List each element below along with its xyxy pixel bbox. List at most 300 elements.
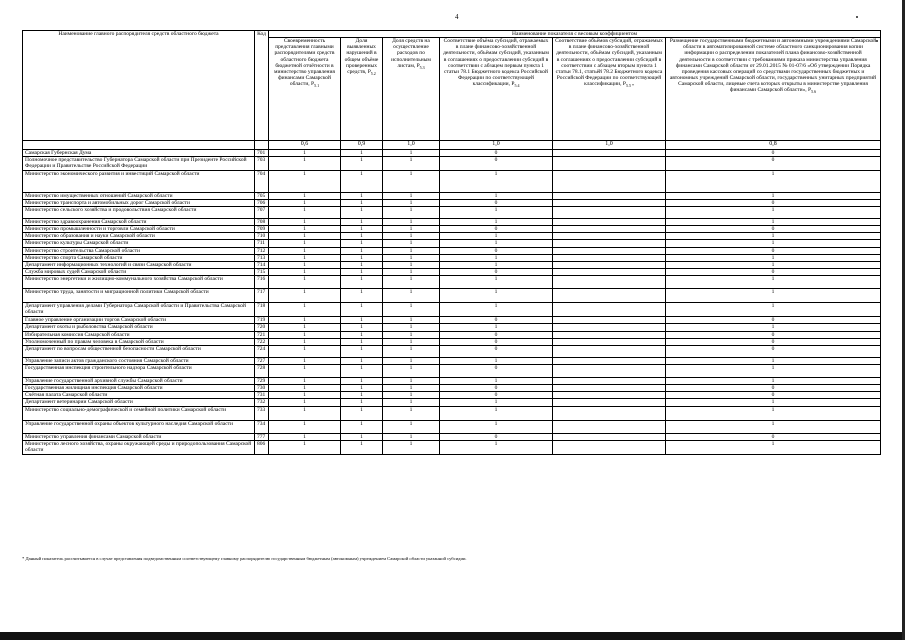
org-code: 714 xyxy=(255,261,269,268)
org-name: Департамент информационных технологий и связи Самарской области xyxy=(23,261,255,268)
org-name: Министерство труда, занятости и миграционной политики Самарской области xyxy=(23,289,255,303)
org-name: Государственная жилищная инспекция Самарской области xyxy=(23,385,255,392)
org-name: Министерство спорта Самарской области xyxy=(23,254,255,261)
indicator-value: 1 xyxy=(341,392,383,399)
indicator-value: 1 xyxy=(341,157,383,170)
indicator-value: 1 xyxy=(269,317,341,324)
table-row xyxy=(23,289,881,303)
indicator-p54-sub: 5.4 xyxy=(514,83,520,89)
indicator-value xyxy=(553,357,666,364)
indicator-p55-sub: 5.5 * xyxy=(625,83,634,89)
indicator-value: 1 xyxy=(383,357,440,364)
org-code: 733 xyxy=(255,406,269,420)
org-name: Счётная палата Самарской области xyxy=(23,392,255,399)
indicator-value: 0 xyxy=(666,269,881,276)
col-header-code: Код xyxy=(255,31,269,141)
indicator-value: 1 xyxy=(341,399,383,406)
indicator-p51-sub: 5.1 xyxy=(314,83,320,89)
indicator-value: 1 xyxy=(341,377,383,384)
indicator-value xyxy=(553,170,666,192)
coef-p51: 0,6 xyxy=(269,141,341,150)
indicator-value: 1 xyxy=(269,218,341,225)
org-name: Министерство имущественных отношений Самарской области xyxy=(23,192,255,199)
table-body xyxy=(23,150,881,455)
table-row xyxy=(23,218,881,225)
indicator-value: 1 xyxy=(269,338,341,345)
indicator-value: 1 xyxy=(341,226,383,233)
indicator-value: 1 xyxy=(666,233,881,240)
indicator-value: 0 xyxy=(440,226,553,233)
indicator-value: 1 xyxy=(269,240,341,247)
org-code: 806 xyxy=(255,440,269,454)
table-row xyxy=(23,364,881,377)
indicator-value: 1 xyxy=(383,385,440,392)
scan-speck xyxy=(856,16,858,18)
indicator-value: 0 xyxy=(440,157,553,170)
org-name: Уполномоченный по правам человека в Самарской области xyxy=(23,338,255,345)
indicator-value: 0 xyxy=(440,433,553,440)
indicator-value: 0 xyxy=(440,317,553,324)
indicator-value: 0 xyxy=(666,385,881,392)
indicator-value: 1 xyxy=(383,433,440,440)
indicator-value xyxy=(553,276,666,289)
indicator-value: 1 xyxy=(269,420,341,433)
table-row xyxy=(23,276,881,289)
indicator-value: 0 xyxy=(666,199,881,206)
indicator-value xyxy=(553,364,666,377)
table-row xyxy=(23,254,881,261)
org-code: 728 xyxy=(255,364,269,377)
org-name: Государственная инспекция строительного надзора Самарской области xyxy=(23,364,255,377)
org-code: 711 xyxy=(255,240,269,247)
org-code: 715 xyxy=(255,269,269,276)
indicator-value: 1 xyxy=(341,364,383,377)
indicator-value: 1 xyxy=(269,364,341,377)
indicator-value: 1 xyxy=(666,206,881,218)
indicator-value: 1 xyxy=(341,269,383,276)
indicator-value: 1 xyxy=(341,433,383,440)
indicator-value: 0 xyxy=(666,392,881,399)
indicator-value: 1 xyxy=(383,240,440,247)
indicator-value: 1 xyxy=(269,247,341,254)
indicator-value xyxy=(553,324,666,331)
indicator-value: 1 xyxy=(383,406,440,420)
indicator-value: 0 xyxy=(666,338,881,345)
indicator-value xyxy=(553,254,666,261)
indicator-value: 1 xyxy=(269,226,341,233)
coef-p56: 0,8 xyxy=(666,141,881,150)
org-code: 712 xyxy=(255,247,269,254)
indicator-p51: Своевременность представления главными распорядителями средств областного бюджета бюджетной отчётности в министерство управления финансами Самарской области, P xyxy=(274,38,335,88)
indicator-value: 1 xyxy=(269,233,341,240)
org-name: Министерство транспорта и автомобильных дорог Самарской области xyxy=(23,199,255,206)
indicator-value: 1 xyxy=(269,289,341,303)
indicator-value xyxy=(553,206,666,218)
indicator-value xyxy=(553,157,666,170)
indicator-value xyxy=(553,392,666,399)
indicator-value: 1 xyxy=(666,420,881,433)
indicator-value: 1 xyxy=(269,206,341,218)
indicator-value xyxy=(553,150,666,157)
indicator-value: 1 xyxy=(269,170,341,192)
indicator-value: 1 xyxy=(440,420,553,433)
indicator-value: 1 xyxy=(383,157,440,170)
org-code: 724 xyxy=(255,345,269,357)
indicator-value xyxy=(553,269,666,276)
table-row xyxy=(23,324,881,331)
table-row xyxy=(23,170,881,192)
indicator-value: 1 xyxy=(341,345,383,357)
indicator-value: 0 xyxy=(440,269,553,276)
indicator-value: 1 xyxy=(269,157,341,170)
indicator-value: 1 xyxy=(666,377,881,384)
indicator-value xyxy=(553,385,666,392)
indicator-value: 1 xyxy=(341,331,383,338)
indicator-value xyxy=(553,345,666,357)
indicator-value: 1 xyxy=(269,345,341,357)
indicator-value: 1 xyxy=(440,324,553,331)
table-row xyxy=(23,199,881,206)
indicator-value: 1 xyxy=(383,317,440,324)
org-name: Избирательная комиссия Самарской области xyxy=(23,331,255,338)
indicator-value: 1 xyxy=(440,377,553,384)
indicator-value: 1 xyxy=(341,233,383,240)
footnote: * Данный показатель рассчитывается в случае представления подведомственным соответствующему главному распорядителю государственным бюджетным (автономным) учреждением Самарской области указанной субсидии. xyxy=(22,556,467,561)
indicator-value: 1 xyxy=(269,254,341,261)
indicator-value xyxy=(553,440,666,454)
indicator-value: 0 xyxy=(440,364,553,377)
table-row xyxy=(23,192,881,199)
indicator-value xyxy=(553,338,666,345)
indicator-p52: Доля выявленных нарушений в общем объёме проверенных средств, P xyxy=(344,38,379,75)
indicator-value: 1 xyxy=(666,192,881,199)
indicator-value: 1 xyxy=(269,357,341,364)
scan-border-bottom xyxy=(0,632,905,640)
indicator-value: 1 xyxy=(666,261,881,268)
indicator-value: 1 xyxy=(341,240,383,247)
indicator-value xyxy=(553,192,666,199)
org-code: 713 xyxy=(255,254,269,261)
indicator-value: 1 xyxy=(383,226,440,233)
indicator-value: 1 xyxy=(440,233,553,240)
org-name: Департамент управления делами Губернатора Самарской области и Правительства Самарской области xyxy=(23,303,255,317)
table-row xyxy=(23,345,881,357)
indicator-value: 1 xyxy=(666,289,881,303)
indicator-p55: Соответствие объёмов субсидий, отражаемых в плане финансово-хозяйственной деятельности, объёмам субсидий, указанным в соглашениях о предоставлении субсидий в соответствии с абзацем вторым пункта 1 статьи 78.1, статьёй 78.2 Бюджетного кодекса Российской Федерации по соответствующей классификации, P xyxy=(555,38,663,88)
org-name: Министерство управления финансами Самарской области xyxy=(23,433,255,440)
indicator-value: 1 xyxy=(666,218,881,225)
indicator-value: 1 xyxy=(341,199,383,206)
indicator-value: 1 xyxy=(383,303,440,317)
org-code: 718 xyxy=(255,303,269,317)
indicator-value: 0 xyxy=(666,345,881,357)
indicator-value: 1 xyxy=(383,399,440,406)
page-number: 4 xyxy=(455,13,459,21)
indicator-value: 1 xyxy=(269,377,341,384)
table-row xyxy=(23,303,881,317)
org-name: Полномочное представительство Губернатора Самарской области при Президенте Российской Федерации и Правительстве Российской Федерации xyxy=(23,157,255,170)
org-code: 716 xyxy=(255,276,269,289)
coef-p54: 1,0 xyxy=(440,141,553,150)
indicator-value: 1 xyxy=(341,170,383,192)
org-code: 720 xyxy=(255,324,269,331)
indicator-value: 1 xyxy=(440,192,553,199)
org-name: Министерство культуры Самарской области xyxy=(23,240,255,247)
org-code: 731 xyxy=(255,392,269,399)
org-name: Министерство здравоохранения Самарской области xyxy=(23,218,255,225)
table-row xyxy=(23,269,881,276)
indicator-value: 0 xyxy=(666,247,881,254)
org-code: 777 xyxy=(255,433,269,440)
indicator-value: 1 xyxy=(440,240,553,247)
table-row xyxy=(23,331,881,338)
indicator-value: 1 xyxy=(666,324,881,331)
org-code: 710 xyxy=(255,233,269,240)
indicator-value: 1 xyxy=(440,289,553,303)
table-row xyxy=(23,150,881,157)
indicator-value: 1 xyxy=(383,377,440,384)
indicator-value xyxy=(553,247,666,254)
indicator-value: 0 xyxy=(666,433,881,440)
org-name: Департамент ветеринарии Самарской области xyxy=(23,399,255,406)
indicator-value: 1 xyxy=(383,276,440,289)
org-name: Служба мировых судей Самарской области xyxy=(23,269,255,276)
indicator-value: 0 xyxy=(440,392,553,399)
indicator-value xyxy=(553,331,666,338)
indicator-value: 1 xyxy=(666,357,881,364)
coefficient-row xyxy=(23,141,881,150)
col-header-group: Наименование показателя с весовым коэффициентом xyxy=(269,31,881,38)
indicator-value: 1 xyxy=(666,276,881,289)
indicator-value: 1 xyxy=(440,303,553,317)
col-header-name: Наименование главного распорядителя средств областного бюджета xyxy=(23,31,255,141)
indicator-value: 1 xyxy=(341,276,383,289)
indicator-value: 1 xyxy=(383,170,440,192)
indicator-p53-sub: 5.3 xyxy=(419,64,425,70)
indicator-value: 1 xyxy=(440,276,553,289)
org-code: 729 xyxy=(255,377,269,384)
indicator-value: 1 xyxy=(383,392,440,399)
indicator-p53: Доля средств на осуществление расходов по исполнительным листам, P xyxy=(391,38,431,69)
indicator-value: 1 xyxy=(440,254,553,261)
org-name: Главное управление организации торгов Самарской области xyxy=(23,317,255,324)
indicator-value: 1 xyxy=(383,364,440,377)
indicator-value: 1 xyxy=(269,303,341,317)
org-code: 727 xyxy=(255,357,269,364)
table-row xyxy=(23,338,881,345)
indicator-value: 1 xyxy=(341,303,383,317)
table-row xyxy=(23,440,881,454)
indicator-value: 1 xyxy=(440,206,553,218)
indicator-value: 0 xyxy=(666,317,881,324)
indicator-value: 1 xyxy=(269,440,341,454)
indicator-value: 1 xyxy=(269,406,341,420)
indicator-value: 1 xyxy=(440,218,553,225)
indicator-value: 1 xyxy=(269,150,341,157)
indicators-table xyxy=(22,30,881,455)
indicator-value: 1 xyxy=(666,303,881,317)
indicator-value: 1 xyxy=(383,261,440,268)
indicator-p56-sub: 5.6 xyxy=(811,89,817,95)
org-code: 730 xyxy=(255,385,269,392)
indicator-value: 1 xyxy=(269,385,341,392)
indicator-value: 1 xyxy=(666,406,881,420)
table-row xyxy=(23,240,881,247)
table-row xyxy=(23,385,881,392)
indicator-p56: Размещение государственными бюджетными и автономными учреждениями Самарской области в автоматизированной системе областного санкционирования копии информации о распределении показателей плана финансово-хозяйственной деятельности в соответствии с требованиями приказа министерства управления финансами Самарской области от 29.01.2015 № 01-07/6 «Об утверждении Порядка проведения кассовых операций со средствами государственных бюджетных и автономных учреждений Самарской области, государственных унитарных предприятий Самарской области, лицевые счета которых открыты в министерстве управления финансами Самарской области», P xyxy=(669,38,877,94)
org-name: Управление государственной архивной службы Самарской области xyxy=(23,377,255,384)
indicator-value: 1 xyxy=(269,269,341,276)
table-row xyxy=(23,377,881,384)
indicator-value: 1 xyxy=(383,269,440,276)
indicator-value xyxy=(553,199,666,206)
coef-p55: 1,0 xyxy=(553,141,666,150)
indicator-value: 1 xyxy=(341,206,383,218)
indicator-value: 0 xyxy=(666,157,881,170)
indicator-value: 1 xyxy=(383,420,440,433)
indicator-value: 0 xyxy=(440,331,553,338)
org-name: Департамент по вопросам общественной безопасности Самарской области xyxy=(23,345,255,357)
coef-p53: 1,0 xyxy=(383,141,440,150)
org-code: 708 xyxy=(255,218,269,225)
indicator-value xyxy=(553,317,666,324)
indicator-value: 1 xyxy=(666,254,881,261)
indicator-value xyxy=(553,218,666,225)
indicator-value: 0 xyxy=(666,331,881,338)
indicator-value: 1 xyxy=(383,338,440,345)
indicator-value: 1 xyxy=(383,192,440,199)
org-code: 719 xyxy=(255,317,269,324)
indicator-value: 1 xyxy=(383,233,440,240)
indicator-value: 0 xyxy=(440,385,553,392)
indicator-value: 1 xyxy=(341,247,383,254)
table-row xyxy=(23,399,881,406)
indicator-value xyxy=(553,433,666,440)
indicator-p52-sub: 5.2 xyxy=(370,71,376,77)
org-code: 707 xyxy=(255,206,269,218)
indicator-value xyxy=(553,233,666,240)
indicator-value: 1 xyxy=(666,240,881,247)
org-code: 734 xyxy=(255,420,269,433)
indicator-value: 1 xyxy=(269,399,341,406)
indicator-value xyxy=(553,420,666,433)
indicator-value: 1 xyxy=(440,357,553,364)
indicator-value: 1 xyxy=(269,331,341,338)
table-row xyxy=(23,247,881,254)
org-name: Министерство строительства Самарской области xyxy=(23,247,255,254)
org-name: Министерство лесного хозяйства, охраны окружающей среды и природопользования Самарской области xyxy=(23,440,255,454)
indicator-value: 1 xyxy=(341,385,383,392)
table-row xyxy=(23,261,881,268)
indicator-value: 1 xyxy=(383,331,440,338)
indicator-value xyxy=(553,399,666,406)
table-row xyxy=(23,392,881,399)
table-row xyxy=(23,357,881,364)
indicator-value: 1 xyxy=(383,218,440,225)
indicator-value: 0 xyxy=(666,150,881,157)
org-code: 704 xyxy=(255,170,269,192)
table-row xyxy=(23,226,881,233)
coef-p52: 0,9 xyxy=(341,141,383,150)
org-name: Самарская Губернская Дума xyxy=(23,150,255,157)
table-row xyxy=(23,233,881,240)
indicator-value: 1 xyxy=(269,261,341,268)
org-code: 706 xyxy=(255,199,269,206)
indicator-value xyxy=(553,226,666,233)
indicator-value: 1 xyxy=(440,399,553,406)
org-name: Министерство образования и науки Самарской области xyxy=(23,233,255,240)
org-name: Министерство экономического развития и инвестиций Самарской области xyxy=(23,170,255,192)
indicator-value: 1 xyxy=(269,433,341,440)
indicator-value xyxy=(553,303,666,317)
indicator-value: 1 xyxy=(383,440,440,454)
org-code: 701 xyxy=(255,150,269,157)
indicator-value xyxy=(553,261,666,268)
org-name: Департамент охоты и рыболовства Самарской области xyxy=(23,324,255,331)
indicator-value: 1 xyxy=(269,192,341,199)
indicator-value: 1 xyxy=(440,440,553,454)
indicator-value: 1 xyxy=(269,392,341,399)
indicator-value: 1 xyxy=(341,338,383,345)
indicator-value: 0 xyxy=(440,247,553,254)
indicator-value: 1 xyxy=(383,289,440,303)
indicator-value: 0 xyxy=(440,150,553,157)
indicator-value: 1 xyxy=(383,150,440,157)
indicator-value: 1 xyxy=(341,150,383,157)
table-row xyxy=(23,433,881,440)
indicator-value: 1 xyxy=(440,170,553,192)
indicator-value: 1 xyxy=(269,199,341,206)
org-code: 705 xyxy=(255,192,269,199)
indicator-value: 1 xyxy=(383,247,440,254)
indicator-value xyxy=(553,377,666,384)
indicator-value: 0 xyxy=(666,226,881,233)
indicator-value: 1 xyxy=(383,199,440,206)
org-code: 722 xyxy=(255,338,269,345)
indicator-value: 0 xyxy=(440,345,553,357)
indicator-value: 1 xyxy=(341,406,383,420)
indicator-value xyxy=(553,289,666,303)
org-name: Министерство социально-демографической и семейной политики Самарской области xyxy=(23,406,255,420)
org-code: 703 xyxy=(255,157,269,170)
indicator-value xyxy=(553,240,666,247)
table-row xyxy=(23,206,881,218)
indicator-value: 1 xyxy=(269,324,341,331)
indicator-value: 1 xyxy=(440,261,553,268)
indicator-value: 1 xyxy=(341,317,383,324)
indicator-value: 1 xyxy=(666,440,881,454)
org-name: Министерство промышленности и торговли Самарской области xyxy=(23,226,255,233)
indicator-value: 1 xyxy=(341,420,383,433)
table-row xyxy=(23,420,881,433)
indicator-value: 0 xyxy=(440,199,553,206)
indicator-value: 1 xyxy=(440,406,553,420)
indicator-value: 1 xyxy=(341,357,383,364)
indicator-p54: Соответствие объёма субсидий, отражаемых в плане финансово-хозяйственной деятельности, объёмам субсидий, указанным в соглашениях о предоставлении субсидий в соответствии с абзацем первым пункта 1 статьи 78.1 Бюджетного кодекса Российской Федерации по соответствующей классификации, P xyxy=(443,38,549,88)
indicator-value: 1 xyxy=(383,324,440,331)
indicator-value: 1 xyxy=(341,261,383,268)
indicator-value: 1 xyxy=(341,218,383,225)
indicator-value: 1 xyxy=(666,399,881,406)
indicator-value: 1 xyxy=(269,276,341,289)
indicator-value: 1 xyxy=(383,206,440,218)
org-name: Управление государственной охраны объектов культурного наследия Самарской области xyxy=(23,420,255,433)
indicator-value: 1 xyxy=(383,345,440,357)
org-code: 721 xyxy=(255,331,269,338)
org-name: Министерство сельского хозяйства и продовольствия Самарской области xyxy=(23,206,255,218)
indicator-value: 1 xyxy=(341,289,383,303)
table-row xyxy=(23,406,881,420)
